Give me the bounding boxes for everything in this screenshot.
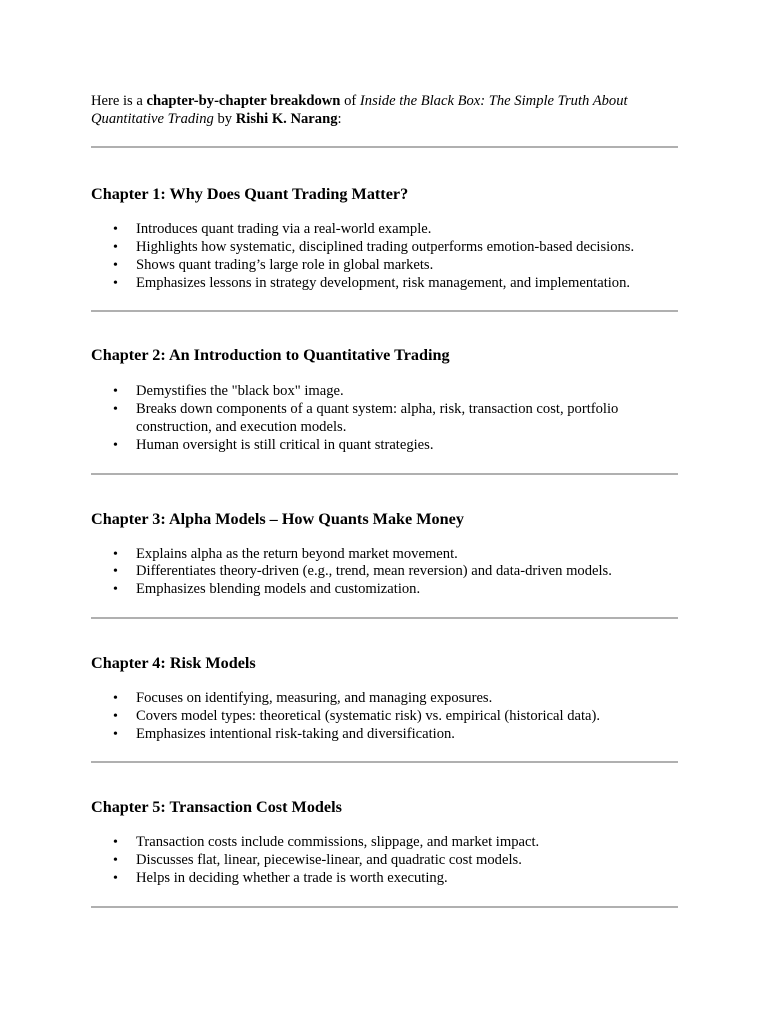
intro-paragraph [91,93,678,128]
divider [91,906,678,908]
list-item [91,563,678,581]
list-item [91,546,678,564]
chapter-title: Chapter 1: Why Does Quant Trading Matter? [91,185,409,204]
chapter-title: Chapter 2: An Introduction to Quantitative Trading [91,346,450,365]
bullet-list [91,690,678,743]
list-item [91,581,678,599]
bullet-list [91,221,678,292]
bullet-dot-icon: • [113,384,118,400]
bullet-dot-icon: • [113,708,118,724]
bullet-dot-icon: • [113,257,118,273]
bullet-text: Emphasizes lessons in strategy development, risk management, and implementation. [136,274,631,291]
chapter-title: Chapter 5: Transaction Cost Models [91,798,342,817]
chapter-title: Chapter 4: Risk Models [91,653,256,672]
intro-bold-phrase: chapter-by-chapter breakdown [146,93,341,109]
bullet-text: Emphasizes intentional risk-taking and diversification. [136,725,455,742]
bullet-dot-icon: • [113,402,118,418]
bullet-text: Human oversight is still critical in quant strategies. [136,436,434,453]
intro-suffix: : [337,110,342,127]
bullet-text: Discusses flat, linear, piecewise-linear, and quadratic cost models. [136,852,522,869]
list-item [91,726,678,744]
bullet-dot-icon: • [113,239,118,255]
author-name: Rishi K. Narang [235,110,338,127]
list-item [91,257,678,275]
list-item [91,852,678,870]
bullet-dot-icon: • [113,222,118,238]
bullet-dot-icon: • [113,275,118,291]
list-item [91,870,678,888]
intro-by: by [213,110,236,127]
list-item [91,239,678,257]
list-item [91,401,678,437]
bullet-text: Transaction costs include commissions, slippage, and market impact. [136,834,540,851]
bullet-dot-icon: • [113,690,118,706]
bullet-dot-icon: • [113,564,118,580]
book-title: Inside the Black Box: The Simple Truth About Quantitative Trading [91,93,628,127]
bullet-text: Focuses on identifying, measuring, and managing exposures. [136,689,493,706]
bullet-dot-icon: • [113,546,118,562]
list-item [91,275,678,293]
list-item [91,437,678,455]
bullet-text: Emphasizes blending models and customization. [136,581,421,598]
bullet-list [91,834,678,887]
list-item [91,834,678,852]
intro-of: of [340,93,360,109]
bullet-list [91,383,678,454]
intro-prefix: Here is a [91,93,147,109]
list-item [91,690,678,708]
bullet-dot-icon: • [113,835,118,851]
bullet-dot-icon: • [113,853,118,869]
bullet-text: Highlights how systematic, disciplined trading outperforms emotion-based decisions. [136,238,635,255]
bullet-text: Explains alpha as the return beyond market movement. [136,545,458,562]
bullet-dot-icon: • [113,437,118,453]
document-page [91,93,678,908]
list-item [91,383,678,401]
bullet-dot-icon: • [113,870,118,886]
bullet-text: Breaks down components of a quant system: alpha, risk, transaction cost, portfolio construction, and execution models. [136,401,619,435]
list-item [91,221,678,239]
bullet-text: Demystifies the "black box" image. [136,383,344,400]
bullet-list [91,546,678,599]
bullet-text: Introduces quant trading via a real-world example. [136,221,432,238]
bullet-text: Shows quant trading’s large role in global markets. [136,256,434,273]
bullet-dot-icon: • [113,726,118,742]
bullet-text: Differentiates theory-driven (e.g., trend, mean reversion) and data-driven models. [136,563,612,580]
chapter-title: Chapter 3: Alpha Models – How Quants Make Money [91,509,464,528]
list-item [91,708,678,726]
bullet-dot-icon: • [113,582,118,598]
bullet-text: Helps in deciding whether a trade is worth executing. [136,869,448,886]
bullet-text: Covers model types: theoretical (systematic risk) vs. empirical (historical data). [136,707,601,724]
